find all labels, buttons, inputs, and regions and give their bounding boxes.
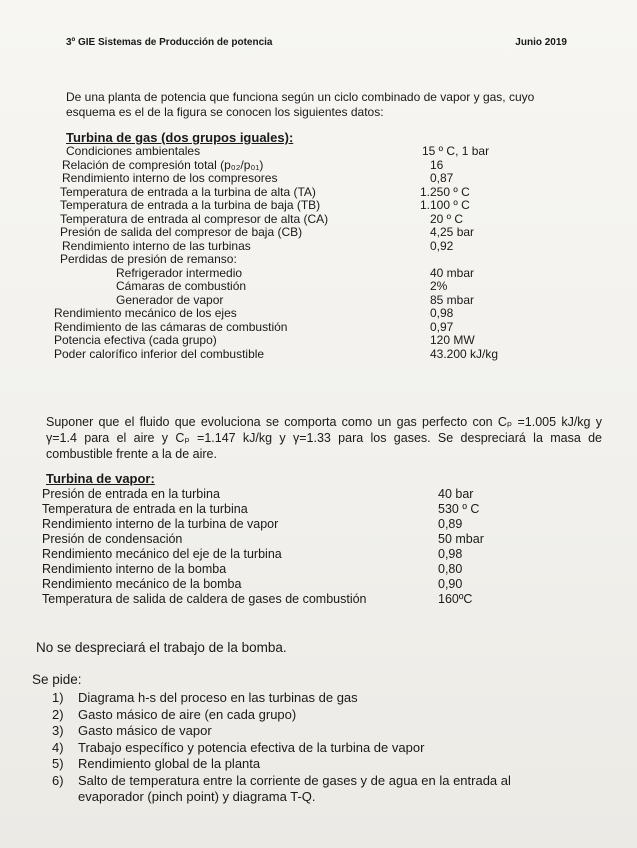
gas-data-value: 0,97 bbox=[430, 319, 454, 334]
question-text: Diagrama h-s del proceso en las turbinas de gas bbox=[78, 690, 358, 705]
steam-data-value: 0,80 bbox=[438, 562, 463, 576]
gas-data-value: 0,87 bbox=[430, 171, 454, 185]
gas-data-value: 43.200 kJ/kg bbox=[430, 346, 499, 361]
question-item bbox=[52, 707, 572, 724]
steam-data-row bbox=[42, 502, 522, 517]
steam-data-label: Temperatura de salida de caldera de gases de combustión bbox=[42, 592, 367, 606]
header bbox=[66, 37, 567, 48]
gas-data-value: 40 mbar bbox=[430, 265, 475, 280]
gas-data-label: Condiciones ambientales bbox=[66, 144, 201, 158]
question-text: Gasto másico de vapor bbox=[78, 723, 212, 738]
gas-data-label: Poder calorífico inferior del combustible bbox=[54, 346, 265, 361]
gas-data-row bbox=[60, 253, 540, 267]
gas-data-value: 0,92 bbox=[430, 238, 454, 253]
assumption-paragraph: Suponer que el fluido que evoluciona se comporta como un gas perfecto con Cₚ =1.005 kJ/kg y γ=1.4 para el aire y Cₚ =1.147 kJ/kg y γ=1.33 para los gases. Se despreciará la masa de combustible frente a la de aire. bbox=[46, 415, 602, 461]
gas-data-label: Rendimiento mecánico de los ejes bbox=[54, 306, 237, 320]
question-number: 5) bbox=[52, 756, 64, 771]
steam-data-value: 0,90 bbox=[438, 577, 463, 591]
steam-data-label: Rendimiento mecánico de la bomba bbox=[42, 577, 242, 591]
gas-data-value: 20 º C bbox=[430, 211, 464, 226]
gas-data-value: 16 bbox=[430, 157, 444, 172]
question-number: 6) bbox=[52, 772, 64, 788]
gas-data-label: Relación de compresión total (p₀₂/p₀₁) bbox=[62, 157, 264, 172]
gas-data-row bbox=[60, 159, 540, 173]
steam-data-label: Rendimiento interno de la turbina de vapor bbox=[42, 517, 279, 531]
question-item bbox=[52, 740, 572, 757]
gas-data-value: 15 º C, 1 bar bbox=[422, 144, 490, 158]
steam-data-row bbox=[42, 517, 522, 532]
gas-data-label: Temperatura de entrada al compresor de alta (CA) bbox=[60, 211, 329, 226]
gas-data-row bbox=[60, 294, 540, 308]
question-number: 3) bbox=[52, 723, 64, 738]
question-number: 2) bbox=[52, 706, 64, 722]
gas-data-label: Refrigerador intermedio bbox=[116, 265, 243, 280]
gas-data-label: Rendimiento de las cámaras de combustión bbox=[54, 319, 288, 334]
steam-data-row bbox=[42, 532, 522, 547]
steam-data-label: Presión de entrada en la turbina bbox=[42, 487, 220, 501]
steam-data-label: Temperatura de entrada en la turbina bbox=[42, 502, 248, 516]
steam-turbine-data bbox=[42, 487, 522, 607]
question-text: Salto de temperatura entre la corriente de gases y de agua en la entrada al evaporador (pinch point) y diagrama T-Q. bbox=[78, 772, 511, 804]
question-item bbox=[52, 723, 572, 740]
gas-data-row bbox=[60, 145, 540, 159]
gas-data-value: 4,25 bar bbox=[430, 225, 475, 239]
steam-data-value: 530 º C bbox=[438, 502, 480, 516]
gas-data-row bbox=[60, 267, 540, 281]
question-item bbox=[52, 773, 572, 806]
steam-data-row bbox=[42, 562, 522, 577]
question-text: Rendimiento global de la planta bbox=[78, 756, 261, 771]
question-item bbox=[52, 690, 572, 707]
questions-list bbox=[52, 690, 572, 806]
gas-data-label: Presión de salida del compresor de baja (CB) bbox=[60, 225, 303, 239]
gas-data-row bbox=[54, 319, 540, 335]
gas-data-label: Perdidas de presión de remanso: bbox=[60, 252, 237, 266]
steam-data-value: 0,98 bbox=[438, 547, 463, 561]
gas-data-row bbox=[60, 186, 540, 200]
question-number: 1) bbox=[52, 690, 64, 705]
steam-data-label: Rendimiento mecánico del eje de la turbina bbox=[42, 547, 282, 561]
gas-data-row bbox=[54, 333, 540, 348]
gas-data-value: 0,98 bbox=[430, 306, 454, 320]
gas-data-value: 85 mbar bbox=[430, 292, 475, 307]
gas-data-row bbox=[60, 240, 540, 254]
gas-data-value: 120 MW bbox=[430, 333, 475, 347]
gas-data-label: Temperatura de entrada a la turbina de baja (TB) bbox=[60, 198, 321, 212]
exam-date: Junio 2019 bbox=[515, 37, 567, 48]
gas-data-row bbox=[60, 226, 540, 240]
gas-data-label: Generador de vapor bbox=[116, 292, 224, 307]
steam-data-value: 50 mbar bbox=[438, 532, 484, 546]
steam-data-row bbox=[42, 592, 522, 607]
question-item bbox=[52, 756, 572, 773]
gas-data-row bbox=[60, 172, 540, 186]
steam-data-value: 0,89 bbox=[438, 517, 463, 531]
gas-data-label: Temperatura de entrada a la turbina de alta (TA) bbox=[60, 184, 316, 199]
gas-data-label: Rendimiento interno de los compresores bbox=[62, 171, 278, 185]
gas-data-label: Potencia efectiva (cada grupo) bbox=[54, 333, 217, 347]
gas-turbine-title: Turbina de gas (dos grupos iguales): bbox=[66, 130, 294, 145]
steam-data-label: Rendimiento interno de la bomba bbox=[42, 562, 227, 576]
pump-note: No se despreciará el trabajo de la bomba. bbox=[36, 640, 287, 655]
gas-data-value: 1.250 º C bbox=[420, 184, 470, 199]
steam-data-row bbox=[42, 577, 522, 592]
steam-data-label: Presión de condensación bbox=[42, 532, 183, 546]
intro-paragraph: De una planta de potencia que funciona según un ciclo combinado de vapor y gas, cuyo esquema es el de la figura se conocen los siguientes datos: bbox=[66, 90, 535, 119]
gas-data-row bbox=[54, 346, 540, 362]
gas-data-value: 1.100 º C bbox=[420, 198, 470, 212]
gas-turbine-data bbox=[54, 144, 540, 361]
question-text: Gasto másico de aire (en cada grupo) bbox=[78, 706, 297, 722]
gas-data-label: Rendimiento interno de las turbinas bbox=[62, 238, 251, 253]
steam-data-row bbox=[42, 487, 522, 502]
course-title: 3º GIE Sistemas de Producción de potencia bbox=[66, 37, 273, 48]
gas-data-row bbox=[60, 213, 540, 227]
steam-turbine-title: Turbina de vapor: bbox=[46, 471, 155, 486]
gas-data-value: 2% bbox=[430, 279, 448, 293]
gas-data-row bbox=[60, 199, 540, 213]
gas-data-row bbox=[54, 306, 540, 321]
question-text: Trabajo específico y potencia efectiva de la turbina de vapor bbox=[78, 739, 425, 755]
steam-data-value: 40 bar bbox=[438, 487, 474, 501]
steam-data-value: 160ºC bbox=[438, 592, 473, 606]
questions-title: Se pide: bbox=[32, 672, 82, 687]
gas-data-label: Cámaras de combustión bbox=[116, 279, 247, 293]
gas-data-row bbox=[60, 280, 540, 294]
steam-data-row bbox=[42, 547, 522, 562]
question-number: 4) bbox=[52, 739, 64, 755]
